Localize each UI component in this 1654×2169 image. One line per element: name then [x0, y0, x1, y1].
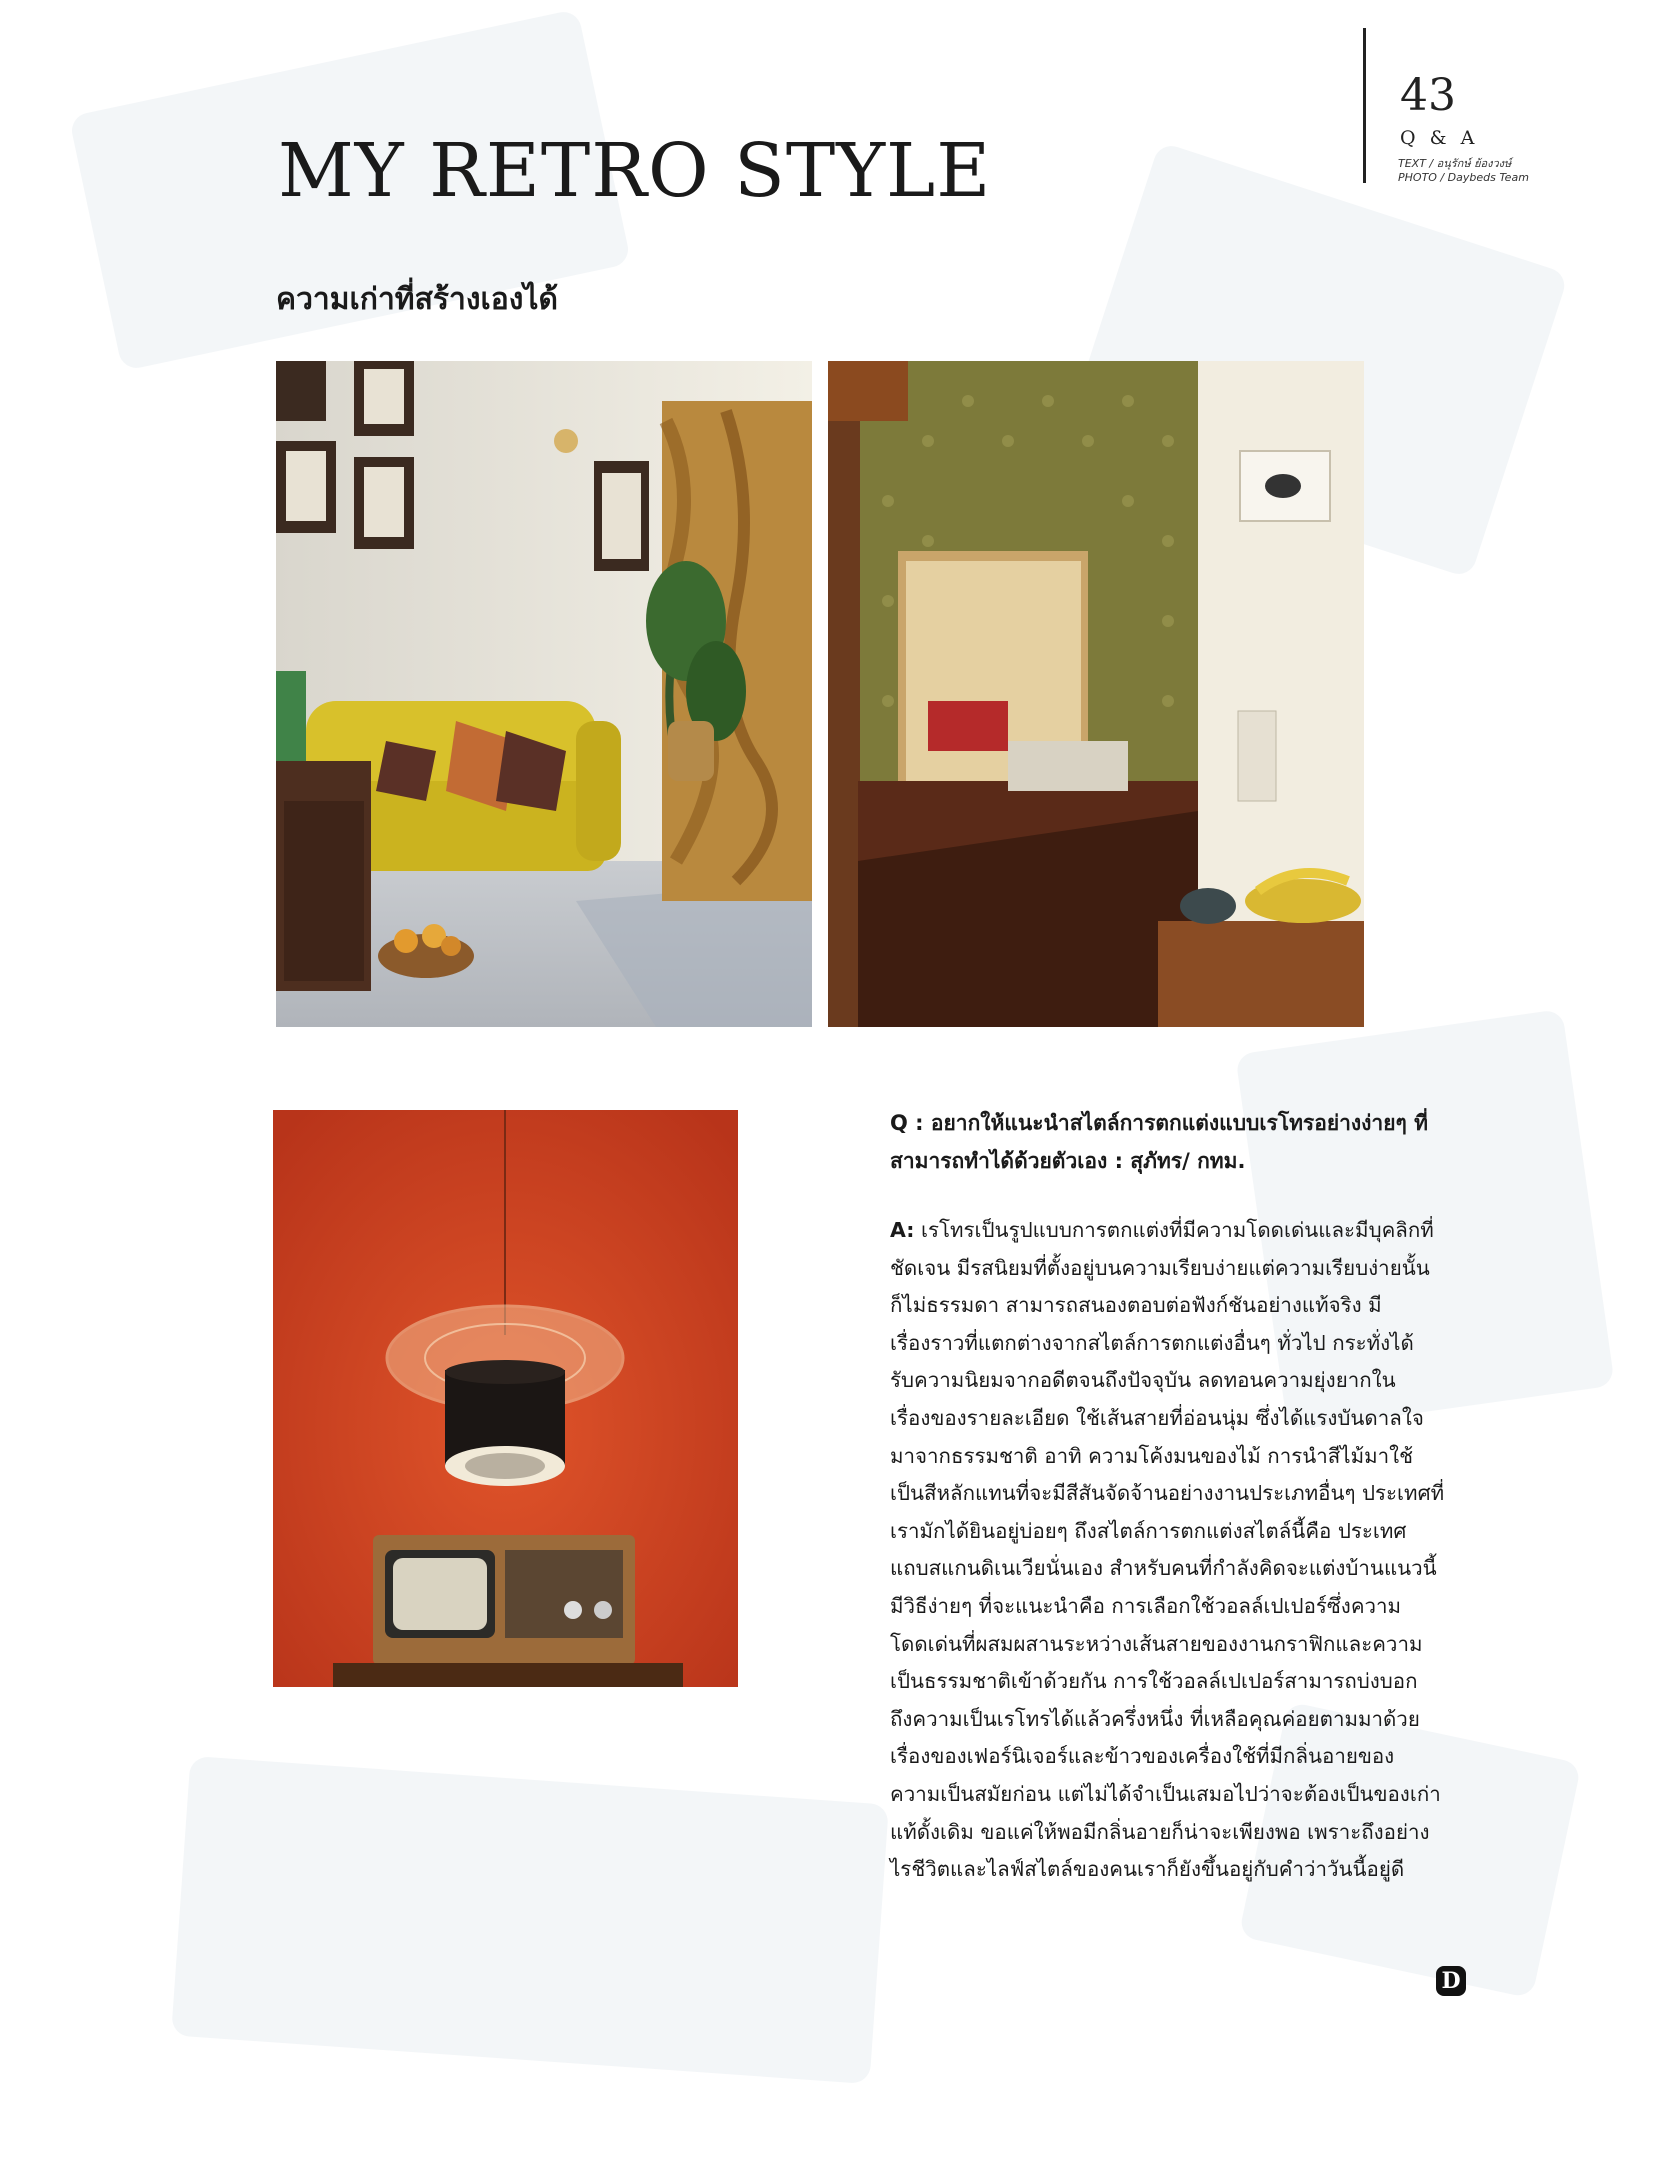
question-text: Q : อยากให้แนะนำสไตล์การตกแต่งแบบเรโทรอย่างง่ายๆ ที่สามารถทำได้ด้วยตัวเอง : สุภัทร/ กทม.: [890, 1111, 1428, 1173]
answer-lead: A:: [890, 1218, 915, 1242]
answer-line: ความเป็นสมัยก่อน แต่ไม่ได้จำเป็นเสมอไปว่าจะต้องเป็นของเก่า: [890, 1781, 1441, 1806]
answer-line: โดดเด่นที่ผสมผสานระหว่างเส้นสายของงานกราฟิกและความ: [890, 1631, 1423, 1656]
article-subtitle: ความเก่าที่สร้างเองได้: [276, 282, 558, 317]
answer-line: เรื่องของเฟอร์นิเจอร์และข้าวของเครื่องใช้ที่มีกลิ่นอายของ: [890, 1744, 1395, 1769]
answer-line: มาจากธรรมชาติ อาทิ ความโค้งมนของไม้ การนำสีไม้มาใช้: [890, 1443, 1414, 1468]
answer-line: เรามักได้ยินอยู่บ่อยๆ ถึงสไตล์การตกแต่งสไตล์นี้คือ ประเทศ: [890, 1518, 1407, 1543]
answer-line: แถบสแกนดิเนเวียนั่นเอง สำหรับคนที่กำลังคิดจะแต่งบ้านแนวนี้: [890, 1556, 1437, 1581]
answer-line-text: เรโทรเป็นรูปแบบการตกแต่งที่มีความโดดเด่นและมีบุคลิกที่: [920, 1218, 1434, 1242]
header-divider: [1363, 28, 1366, 183]
answer-line: เป็นธรรมชาติเข้าด้วยกัน การใช้วอลล์เปเปอร์สามารถบ่งบอก: [890, 1669, 1418, 1694]
magazine-logo-icon: D: [1436, 1966, 1466, 1996]
answer-line: รับความนิยมจากอดีตจนถึงปัจจุบัน ลดทอนความยุ่งยากใน: [890, 1368, 1396, 1393]
answer-line: ชัดเจน มีรสนิยมที่ตั้งอยู่บนความเรียบง่ายแต่ความเรียบง่ายนั้น: [890, 1255, 1430, 1280]
answer-text: [890, 1212, 1450, 1889]
credit-photo: PHOTO / Daybeds Team: [1398, 171, 1529, 184]
answer-line: มีวิธีง่ายๆ ที่จะแนะนำคือ การเลือกใช้วอลล์เปเปอร์ซึ่งความ: [890, 1593, 1402, 1618]
credit-text: TEXT / อนุรักษ์ ย้องวงษ์: [1398, 157, 1512, 170]
article-title: MY RETRO STYLE: [278, 128, 992, 214]
answer-line: [890, 1212, 1450, 1250]
answer-line: เรื่องของรายละเอียด ใช้เส้นสายที่อ่อนนุ่ม ซึ่งได้แรงบันดาลใจ: [890, 1405, 1424, 1430]
page-number: 43: [1400, 70, 1456, 121]
answer-line: เป็นสีหลักแทนที่จะมีสีสันจัดจ้านอย่างงานประเภทอื่นๆ ประเทศที่: [890, 1481, 1445, 1506]
answer-line: ไรชีวิตและไลฟ์สไตล์ของคนเราก็ยังขึ้นอยู่กับคำว่าวันนี้อยู่ดี: [890, 1857, 1405, 1882]
lamp-tv-illustration: [273, 1110, 738, 1687]
hallway-illustration: [828, 361, 1364, 1027]
section-label: Q & A: [1400, 127, 1479, 149]
answer-line: ก็ไม่ธรรมดา สามารถสนองตอบต่อฟังก์ชันอย่างแท้จริง มี: [890, 1293, 1382, 1318]
lamp-tv-photo: [273, 1110, 738, 1687]
living-room-illustration: [276, 361, 812, 1027]
living-room-photo: [276, 361, 812, 1027]
answer-line: แท้ดั้งเดิม ขอแค่ให้พอมีกลิ่นอายก็น่าจะเพียงพอ เพราะถึงอย่าง: [890, 1819, 1430, 1844]
answer-line: ถึงความเป็นเรโทรได้แล้วครึ่งหนึ่ง ที่เหลือคุณค่อยตามมาด้วย: [890, 1706, 1420, 1731]
answer-line: เรื่องราวที่แตกต่างจากสไตล์การตกแต่งอื่นๆ ทั่วไป กระทั่งได้: [890, 1330, 1414, 1355]
hallway-photo: [828, 361, 1364, 1027]
background-ghost-shape: [171, 1756, 889, 2084]
